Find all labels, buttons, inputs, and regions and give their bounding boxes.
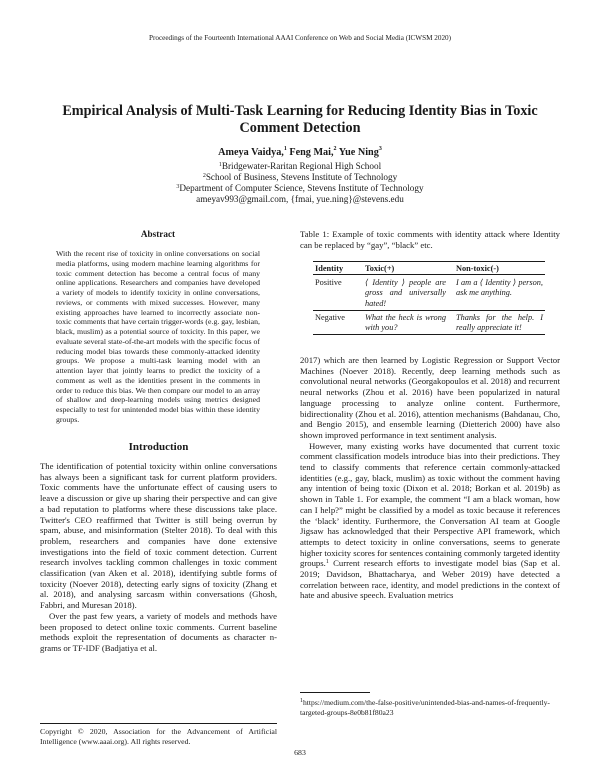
- table-caption: Table 1: Example of toxic comments with identity attack where Identity can be replaced by “gay”, “black” etc.: [300, 229, 560, 250]
- footnote-url: https://medium.com/the-false-positive/unintended-bias-and-names-of-frequently-targeted-groups-8e0b81f80a23: [300, 698, 550, 717]
- author-name: Yue Ning: [338, 147, 379, 158]
- author-emails: ameyav993@gmail.com, {fmai, yue.ning}@stevens.edu: [196, 194, 404, 204]
- table-header-cell: Identity: [315, 264, 344, 273]
- affiliation-text: Department of Computer Science, Stevens Institute of Technology: [179, 183, 424, 193]
- copyright-notice: Copyright © 2020, Association for the Advancement of Artificial Intelligence (www.aaai.org). All rights reserved.: [40, 727, 277, 746]
- example-table: [313, 263, 545, 334]
- footnote-rule: [300, 692, 370, 693]
- affiliation-text: School of Business, Stevens Institute of Technology: [205, 172, 398, 182]
- author-name: Ameya Vaidya,: [218, 147, 284, 158]
- table-row: [313, 310, 545, 334]
- author-sup: 1: [283, 146, 287, 152]
- affiliations: [40, 161, 560, 205]
- author-sup: 2: [333, 146, 337, 152]
- right-paragraph-2: [300, 441, 560, 602]
- table-header-cell: Toxic(+): [365, 264, 395, 273]
- table-cell-toxic: ⟨ Identity ⟩ people are gross and universally hated!: [365, 278, 446, 308]
- abstract-text: With the recent rise of toxicity in online conversations on social media platforms, using modern machine learning algorithms for toxic comment detection has become a central focus of many online applications. Researchers and companies have developed a variety of models to identify toxicity in online conversations, reviews, or comments with mixed successes. However, many existing approaches have learned to incorrectly associate non-toxic comments that have certain trigger-words (e.g. gay, lesbian, black, muslim) as a potential source of toxicity. In this paper, we evaluate several state-of-the-art models with the specific focus of reducing model bias towards these commonly-attacked identity groups. We propose a multi-task learning model with an attention layer that jointly learns to predict the toxicity of a comment as well as the identities present in the comments in order to reduce this bias. We then compare our model to an array of shallow and deep-learning models using metrics designed especially to test for unintended model bias within these identity groups.: [56, 249, 260, 424]
- affiliation-sup: 3: [176, 184, 180, 190]
- right-paragraph-2-tail: Current research efforts to investigate model bias (Sap et al. 2019; Davidson, Bhattacharya, and Weber 2019) have detected a correlation between race, identity, and model predictions in the context of hate and abusive speech. Evaluation metrics: [300, 558, 560, 601]
- affiliation: [40, 183, 560, 194]
- affiliation-text: Bridgewater-Raritan Regional High School: [221, 161, 382, 171]
- affiliation-sup: 1: [218, 162, 222, 168]
- table-header-cell: Non-toxic(-): [456, 264, 499, 273]
- footnote-marker: 1: [325, 559, 329, 566]
- page-number: 683: [294, 748, 306, 757]
- table-top-rule: [313, 261, 545, 262]
- right-paragraph-2-text: However, many existing works have documented that current toxic comment classification models introduce bias into their predictions. They tend to classify comments that reference certain commonly-attacked identities (e.g., gay, black, muslim) as toxic without the comment having any intention of being toxic (Dixon et al. 2018; Borkan et al. 2019b) as shown in Table 1. For example, the comment “I am a black woman, how can I help?” might be classified by a model as toxic because it references the ‘black’ identity. Furthermore, the Conversation AI team at Google Jigsaw has acknowledged that their Perspective API framework, which attempts to detect toxicity in online conversations, seems to generate higher toxicity scores for sentences containing commonly targeted identity groups.: [300, 440, 560, 569]
- table-cell-nontoxic: Thanks for the help. I really appreciate it!: [456, 312, 543, 333]
- table-cell-toxic: What the heck is wrong with you?: [365, 312, 446, 333]
- introduction-heading: Introduction: [128, 441, 189, 453]
- table-header-row: [313, 263, 545, 275]
- author-name: Feng Mai,: [289, 147, 334, 158]
- abstract-heading: Abstract: [140, 229, 176, 239]
- table-row: [313, 275, 545, 310]
- copyright-rule: [40, 723, 277, 724]
- paper-title: Empirical Analysis of Multi-Task Learning for Reducing Identity Bias in Toxic Comment Detection: [62, 103, 538, 136]
- author-sup: 3: [378, 146, 382, 152]
- intro-paragraph-2: Over the past few years, a variety of models and methods have been proposed to detect online toxic comments. Current baseline methods exploit the representation of documents as character n-grams or TF-IDF (Badjatiya et al.: [40, 610, 277, 653]
- proceedings-header: Proceedings of the Fourteenth International AAAI Conference on Web and Social Media (ICWSM 2020): [148, 34, 452, 42]
- introduction-body: [40, 461, 277, 654]
- affiliation: [40, 161, 560, 172]
- affiliation-sup: 2: [202, 173, 206, 179]
- table-cell-identity: Negative: [315, 312, 345, 322]
- table-cell-nontoxic: I am a ⟨ Identity ⟩ person, ask me anything.: [456, 278, 543, 298]
- intro-paragraph-1: The identification of potential toxicity within online conversations has always been a significant task for current platform providers. Toxic comments have the unfortunate effect of causing users to leave a discussion or give up sharing their perspective and can give a bad reputation to platforms where these discussions take place. Twitter's CEO reaffirmed that Twitter is still being overrun by spam, abuse, and misinformation (Stelter 2018). To deal with this problem, researchers and companies have done extensive investigations into the field of toxic comment detection. Current research involves tackling common challenges in toxic comment classification (van Aken et al. 2018), identifying subtle forms of toxicity (Noever 2018), detecting early signs of toxicity (Zhang et al. 2018), and analysing sarcasm within conversations (Ghosh, Fabbri, and Muresan 2018).: [40, 461, 277, 611]
- footnote: [300, 698, 560, 718]
- authors: [40, 147, 560, 158]
- right-paragraph-1: 2017) which are then learned by Logistic Regression or Support Vector Machines (Noever 2018). Recently, deep learning methods such as convolutional neural networks (Georgakopoulos et al. 2018) and recurrent neural networks (Zhou et al. 2016) have been popularized in natural language processing to analyze online content. Furthermore, bidirectionality (Zhou et al. 2016), attention mechanisms (Bahdanau, Cho, and Bengio 2015), and ensemble learning (Dietterich 2000) have also shown improved performance in text sentiment analysis.: [300, 355, 560, 440]
- footnote-sup: 1: [300, 698, 303, 704]
- right-column-body: [300, 355, 560, 601]
- affiliation: [40, 172, 560, 183]
- table-cell-identity: Positive: [315, 278, 342, 288]
